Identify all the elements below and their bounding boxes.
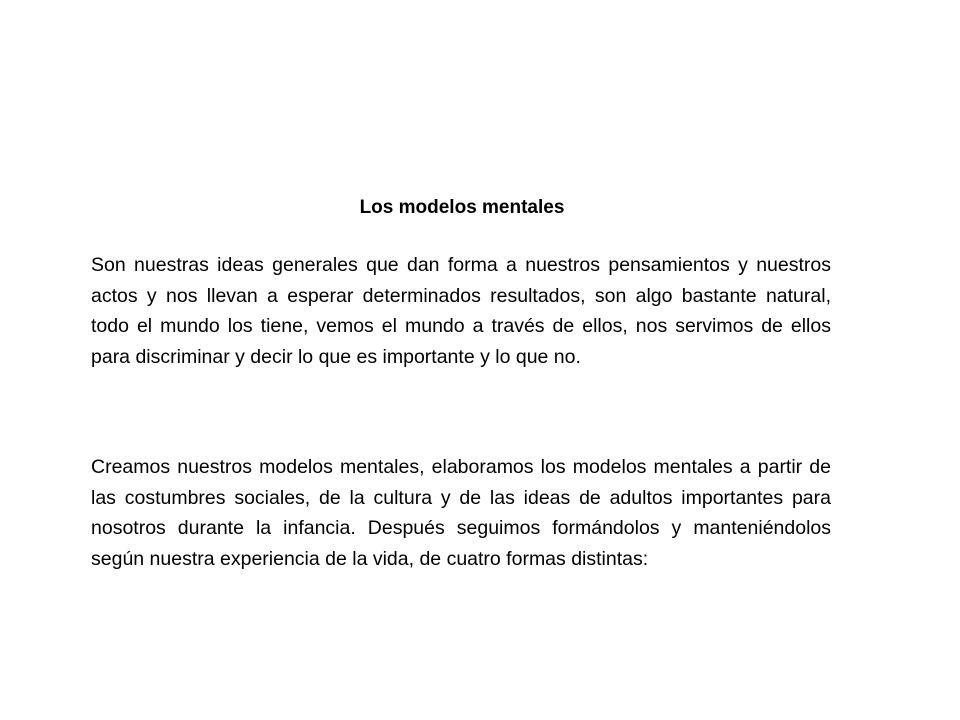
paragraph-formation: Creamos nuestros modelos mentales, elaboramos los modelos mentales a partir de las costumbres sociales, de la cultura y de las ideas de adultos importantes para nosotros durante la infancia. Después seguimos formándolos y manteniéndolos según nuestra experiencia de la vida, de cuatro formas distintas:: [91, 456, 831, 570]
page-title: Los modelos mentales: [359, 197, 565, 218]
paragraph-definition: Son nuestras ideas generales que dan forma a nuestros pensamientos y nuestros actos y nos llevan a esperar determinados resultados, son algo bastante natural, todo el mundo los tiene, vemos el mundo a través de ellos, nos servimos de ellos para discriminar y decir lo que es importante y lo que no.: [91, 254, 831, 368]
